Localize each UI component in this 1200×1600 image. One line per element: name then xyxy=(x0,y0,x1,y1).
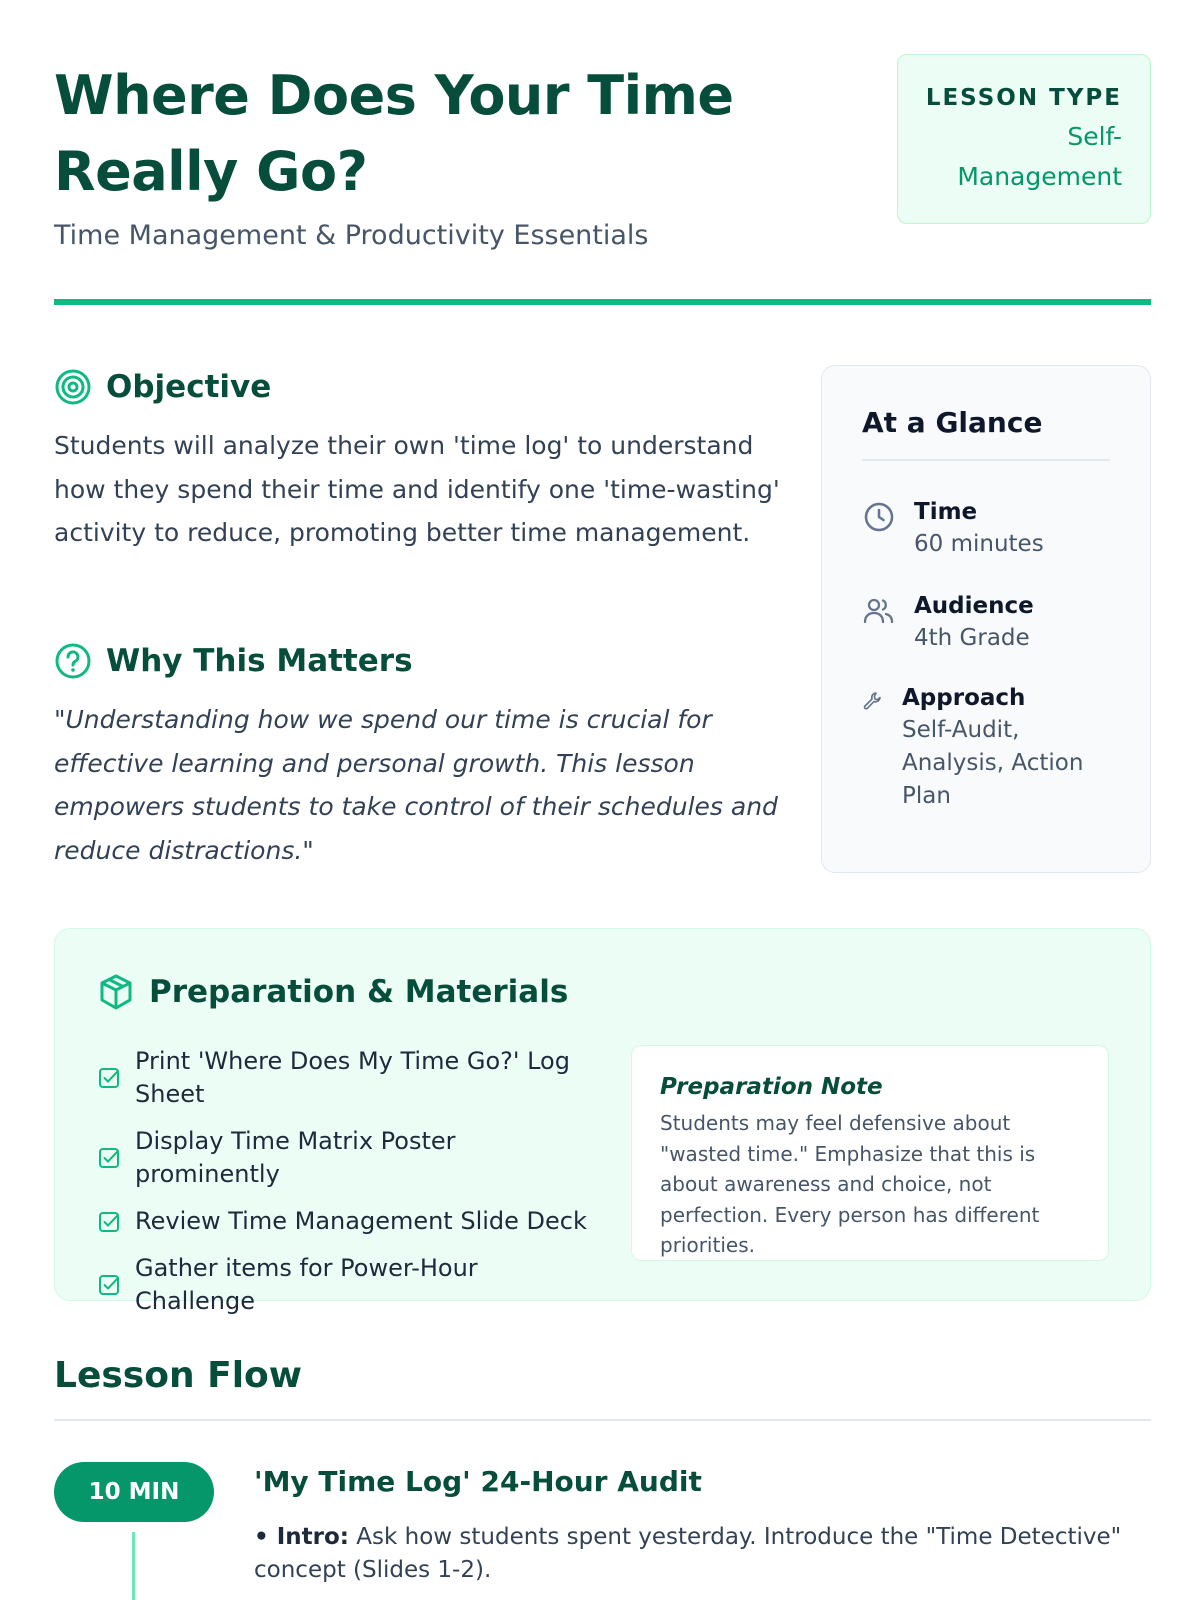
material-text: Gather items for Power-Hour Challenge xyxy=(135,1254,478,1315)
why-text: "Understanding how we spend our time is crucial for effective learning and personal growth. This lesson empowers students to take control of their schedules and reduce distractions." xyxy=(54,705,778,865)
glance-approach-label: Approach xyxy=(902,685,1026,711)
header-divider xyxy=(54,299,1151,305)
timeline-connector xyxy=(132,1532,135,1600)
glance-item-approach xyxy=(862,682,1112,813)
glance-approach-value: Self-Audit, Analysis, Action Plan xyxy=(902,717,1084,809)
materials-list-item xyxy=(97,1125,587,1191)
materials-list xyxy=(97,1045,587,1332)
wrench-icon xyxy=(862,690,884,712)
glance-item-audience xyxy=(862,590,1034,655)
materials-list-item xyxy=(97,1252,587,1318)
objective-heading-row xyxy=(54,368,271,406)
material-text: Display Time Matrix Poster prominently xyxy=(135,1127,456,1188)
glance-audience-value: 4th Grade xyxy=(914,625,1030,651)
target-icon xyxy=(54,368,92,406)
checkbox-icon xyxy=(97,1273,121,1297)
glance-time-label: Time xyxy=(914,499,978,525)
glance-audience-label: Audience xyxy=(914,593,1034,619)
at-a-glance-card xyxy=(821,365,1151,873)
lesson-type-card xyxy=(897,54,1151,224)
page-header xyxy=(54,54,1151,304)
materials-list-item xyxy=(97,1045,587,1111)
why-heading-row xyxy=(54,642,413,680)
checkbox-icon xyxy=(97,1146,121,1170)
objective-heading: Objective xyxy=(106,369,272,405)
preparation-note-card xyxy=(631,1045,1109,1261)
materials-list-item xyxy=(97,1205,587,1238)
material-text: Print 'Where Does My Time Go?' Log Sheet xyxy=(135,1047,570,1108)
step-text: Ask how students spent yesterday. Introduce the "Time Detective" concept (Slides 1-2). xyxy=(254,1524,1122,1583)
lesson-type-value: Self-Management xyxy=(957,122,1122,191)
checkbox-icon xyxy=(97,1066,121,1090)
preparation-card xyxy=(54,928,1151,1315)
why-heading: Why This Matters xyxy=(106,643,413,679)
lesson-flow-heading: Lesson Flow xyxy=(54,1355,303,1396)
glance-item-time xyxy=(862,496,1044,561)
help-circle-icon xyxy=(54,642,92,680)
preparation-heading: Preparation & Materials xyxy=(149,974,569,1010)
lesson-type-label: LESSON TYPE xyxy=(925,85,1122,111)
lesson-flow-divider xyxy=(54,1419,1151,1421)
step-title: 'My Time Log' 24-Hour Audit xyxy=(254,1465,702,1498)
preparation-note-title: Preparation Note xyxy=(660,1074,883,1100)
clock-icon xyxy=(862,500,896,534)
glance-time-value: 60 minutes xyxy=(914,531,1044,557)
preparation-note-text: Students may feel defensive about "wasted time." Emphasize that this is about awareness and choice, not perfection. Every person has different priorities. xyxy=(660,1111,1040,1257)
preparation-heading-row xyxy=(97,973,568,1011)
glance-title: At a Glance xyxy=(862,406,1110,461)
checkbox-icon xyxy=(97,1210,121,1234)
step-description xyxy=(254,1521,1134,1587)
step-lead: • Intro: xyxy=(254,1524,349,1550)
users-icon xyxy=(862,594,896,628)
lesson-plan-page xyxy=(54,0,1151,1600)
page-subtitle: Time Management & Productivity Essentials xyxy=(54,220,649,251)
material-text: Review Time Management Slide Deck xyxy=(135,1207,587,1235)
step-duration-badge: 10 MIN xyxy=(54,1462,214,1522)
page-title: Where Does Your Time Really Go? xyxy=(54,64,734,203)
package-icon xyxy=(97,973,135,1011)
objective-text: Students will analyze their own 'time log' to understand how they spend their time and identify one 'time-wasting' activity to reduce, promoting better time management. xyxy=(54,431,780,547)
